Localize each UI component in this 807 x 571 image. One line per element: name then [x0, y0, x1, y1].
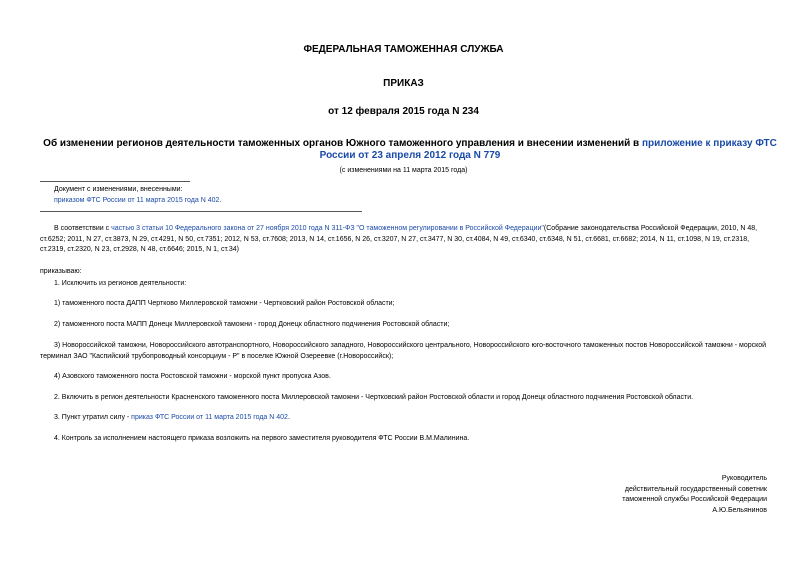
document-title	[40, 138, 780, 162]
item-1-4: 4) Азовского таможенного поста Ростовской таможни - морской пункт пропуска Азов.	[54, 373, 331, 380]
signature-name: А.Ю.Бельянинов	[712, 506, 767, 514]
info-box-bottom-rule	[40, 211, 362, 212]
item-2: 2. Включить в регион деятельности Красненского таможенного поста Миллеровской таможни - Чертковский район Ростовской области и город Донецк областного подчинения Ростовской области.	[54, 394, 694, 401]
item-4: 4. Контроль за исполнением настоящего приказа возложить на первого заместителя руководителя ФТС России В.М.Малинина.	[54, 435, 470, 442]
item-3-suffix: .	[287, 414, 290, 421]
federal-law-link[interactable]: частью 3 статьи 10 Федерального закона от 27 ноября 2010 года N 311-ФЗ "О таможенном регулировании в Российской Федерации"	[111, 225, 544, 232]
signature-position: Руководитель	[721, 475, 767, 482]
title-link[interactable]: приложение к приказу ФТС России от 23 апреля 2012 года N 779	[319, 138, 777, 161]
organization-name: ФЕДЕРАЛЬНАЯ ТАМОЖЕННАЯ СЛУЖБА	[303, 44, 504, 55]
document-type: ПРИКАЗ	[383, 78, 424, 89]
item-1-2: 2) таможенного поста МАПП Донецк Миллеровской таможни - город Донецк областного подчинения Ростовской области;	[54, 321, 450, 328]
amendment-note: (с изменениями на 11 марта 2015 года)	[339, 167, 468, 174]
info-box-suffix: .	[219, 197, 222, 204]
title-text: Об изменении регионов деятельности таможенных органов Южного таможенного управления и внесении изменений в	[43, 138, 642, 149]
signature-rank-1: действительный государственный советник	[624, 485, 767, 493]
info-box-top-rule	[40, 181, 190, 182]
preamble-prefix: В соответствии с	[54, 225, 112, 232]
item-1-1: 1) таможенного поста ДАПП Чертково Миллеровской таможни - Чертковский район Ростовской области;	[54, 300, 395, 307]
info-box-label: Документ с изменениями, внесенными:	[54, 186, 183, 193]
info-box-line	[54, 195, 221, 206]
amending-order-link[interactable]: приказом ФТС России от 11 марта 2015 года N 402	[54, 197, 220, 204]
order-word: приказываю:	[40, 268, 82, 275]
amendments-info-box	[54, 184, 221, 206]
item-1-3: 3) Новороссийской таможни, Новороссийского автотранспортного, Новороссийского западного, Новороссийского центрального, Новороссийского юго-восточного таможенных постов Новороссийской таможни - морской терминал ЗАО "Каспийский трубопроводный консорциум - Р" в поселке Южной Озереевке (г.Новороссийск);	[40, 342, 767, 360]
preamble-rest: (Собрание законодательства Российской Федерации, 2010, N 48, ст.6252; 2011, N 27, ст.3873, N 29, ст.4291, N 50, ст.7351; 2012, N 53, ст.7608; 2013, N 14, ст.1656, N 26, ст.3207, N 27, ст.3477, N 30, ст.4084, N 49, ст.6340, ст.6348, N 51, ст.6681, ст.6682; 2014, N 11, ст.1098, N 19, ст.2318, ст.2319, ст.2320, N 23, ст.2928, N 48, ст.6646; 2015, N 1, ст.34)	[40, 225, 758, 253]
preamble-paragraph	[40, 224, 770, 256]
signature-block	[622, 474, 767, 516]
signature-rank-2: таможенной службы Российской Федерации	[622, 496, 767, 503]
item-3-text: 3. Пункт утратил силу -	[54, 414, 132, 421]
document-date: от 12 февраля 2015 года N 234	[328, 106, 479, 117]
item-1: 1. Исключить из регионов деятельности:	[54, 280, 187, 287]
item-3	[40, 413, 770, 424]
item-3-link[interactable]: приказ ФТС России от 11 марта 2015 года N 402	[131, 414, 288, 421]
